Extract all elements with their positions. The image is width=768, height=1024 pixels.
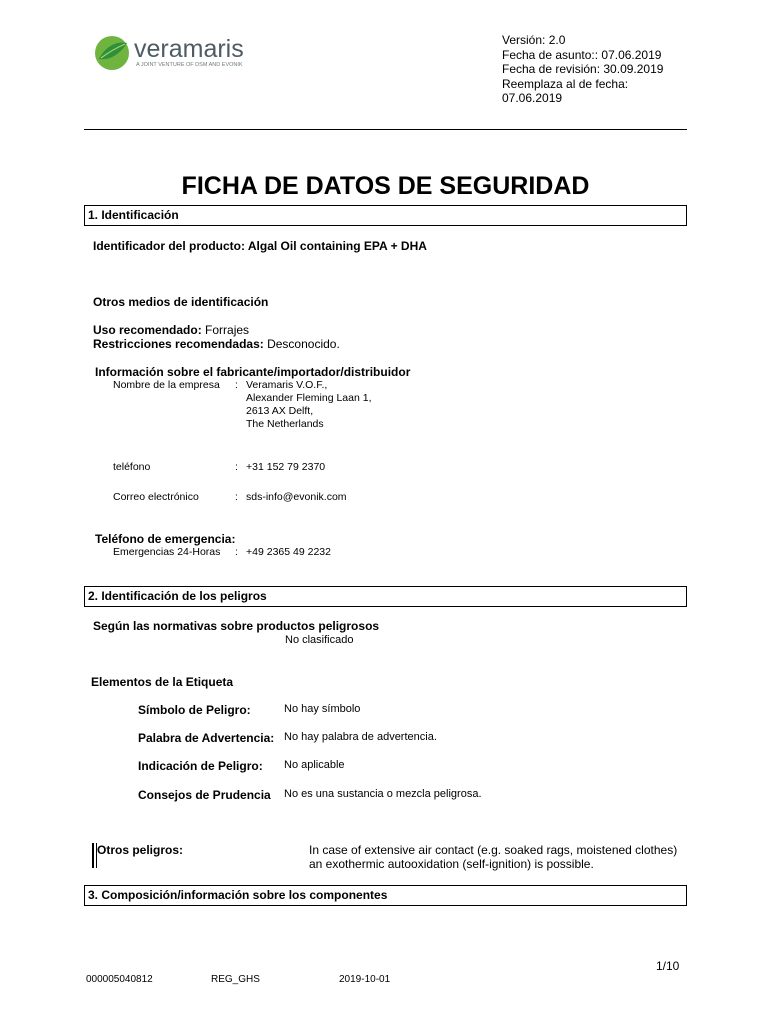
- product-identifier: Identificador del producto: Algal Oil containing EPA + DHA: [93, 239, 427, 253]
- footer-regulation: REG_GHS: [211, 974, 260, 985]
- precautionary-value: No es una sustancia o mezcla peligrosa.: [284, 788, 482, 800]
- leaf-logo-icon: [94, 35, 130, 71]
- company-label: Nombre de la empresa: [113, 379, 220, 391]
- regulation-value: No clasificado: [285, 634, 354, 646]
- signal-word-value: No hay palabra de advertencia.: [284, 731, 437, 743]
- other-hazards-line-2: an exothermic autooxidation (self-ignition) is possible.: [309, 857, 594, 871]
- section-2-header: [84, 586, 687, 607]
- other-means-heading: Otros medios de identificación: [93, 295, 269, 309]
- phone-label: teléfono: [113, 461, 151, 473]
- logo-tagline: A JOINT VENTURE OF DSM AND EVONIK: [136, 62, 243, 68]
- footer-doc-number: 000005040812: [86, 974, 153, 985]
- replaces-label-line: Reemplaza al de fecha:: [502, 76, 629, 91]
- recommended-use-value: Forrajes: [205, 323, 250, 337]
- restrictions: [93, 337, 340, 351]
- email-label: Correo electrónico: [113, 491, 199, 503]
- footer-date: 2019-10-01: [339, 974, 391, 985]
- hazard-statement-label: Indicación de Peligro:: [138, 759, 263, 773]
- version-line: Versión: 2.0: [502, 33, 566, 47]
- regulation-label: Según las normativas sobre productos peligrosos: [93, 619, 380, 633]
- section-3-header: [84, 885, 687, 906]
- hazard-symbol-label: Símbolo de Peligro:: [138, 703, 251, 717]
- email-colon: :: [235, 491, 238, 503]
- emergency-label: Emergencias 24-Horas: [113, 546, 221, 558]
- label-elements-heading: Elementos de la Etiqueta: [91, 675, 234, 689]
- company-line-4: The Netherlands: [246, 418, 324, 430]
- version-info: [502, 33, 663, 106]
- phone-colon: :: [235, 461, 238, 473]
- hazard-statement-value: No aplicable: [284, 759, 345, 771]
- issue-date-line: Fecha de asunto:: 07.06.2019: [502, 47, 662, 62]
- header-divider: [84, 129, 687, 130]
- section-1-title: 1. Identificación: [88, 208, 179, 222]
- phone-value: +31 152 79 2370: [246, 461, 326, 473]
- page-title: FICHA DE DATOS DE SEGURIDAD: [181, 172, 590, 200]
- signal-word-label: Palabra de Advertencia:: [138, 731, 275, 745]
- recommended-use-label: Uso recomendado:: [93, 323, 202, 337]
- emergency-heading: Teléfono de emergencia:: [95, 532, 236, 546]
- replaces-date-line: 07.06.2019: [502, 91, 563, 105]
- company-line-3: 2613 AX Delft,: [246, 405, 314, 417]
- section-3-title: 3. Composición/información sobre los componentes: [88, 888, 388, 902]
- company-colon: :: [235, 379, 238, 391]
- emergency-value: +49 2365 49 2232: [246, 546, 331, 558]
- restrictions-label: Restricciones recomendadas:: [93, 337, 264, 351]
- recommended-use: [93, 323, 249, 337]
- section-2-title: 2. Identificación de los peligros: [88, 589, 267, 603]
- hazard-symbol-value: No hay símbolo: [284, 703, 361, 715]
- precautionary-label: Consejos de Prudencia: [138, 788, 271, 802]
- restrictions-value: Desconocido.: [267, 337, 340, 351]
- emergency-colon: :: [235, 546, 238, 558]
- company-logo: [94, 35, 264, 75]
- company-line-2: Alexander Fleming Laan 1,: [246, 392, 372, 404]
- email-value[interactable]: sds-info@evonik.com: [246, 491, 347, 503]
- logo-wordmark: veramaris: [134, 35, 244, 63]
- company-line-1: Veramaris V.O.F.,: [246, 379, 328, 391]
- revision-date-line: Fecha de revisión: 30.09.2019: [502, 62, 664, 76]
- other-hazards-line-1: In case of extensive air contact (e.g. soaked rags, moistened clothes): [309, 843, 678, 857]
- manufacturer-heading: Información sobre el fabricante/importador/distribuidor: [95, 365, 411, 379]
- page-number: 1/10: [656, 959, 680, 973]
- other-hazards-label: Otros peligros:: [97, 843, 184, 857]
- section-1-header: [84, 205, 687, 226]
